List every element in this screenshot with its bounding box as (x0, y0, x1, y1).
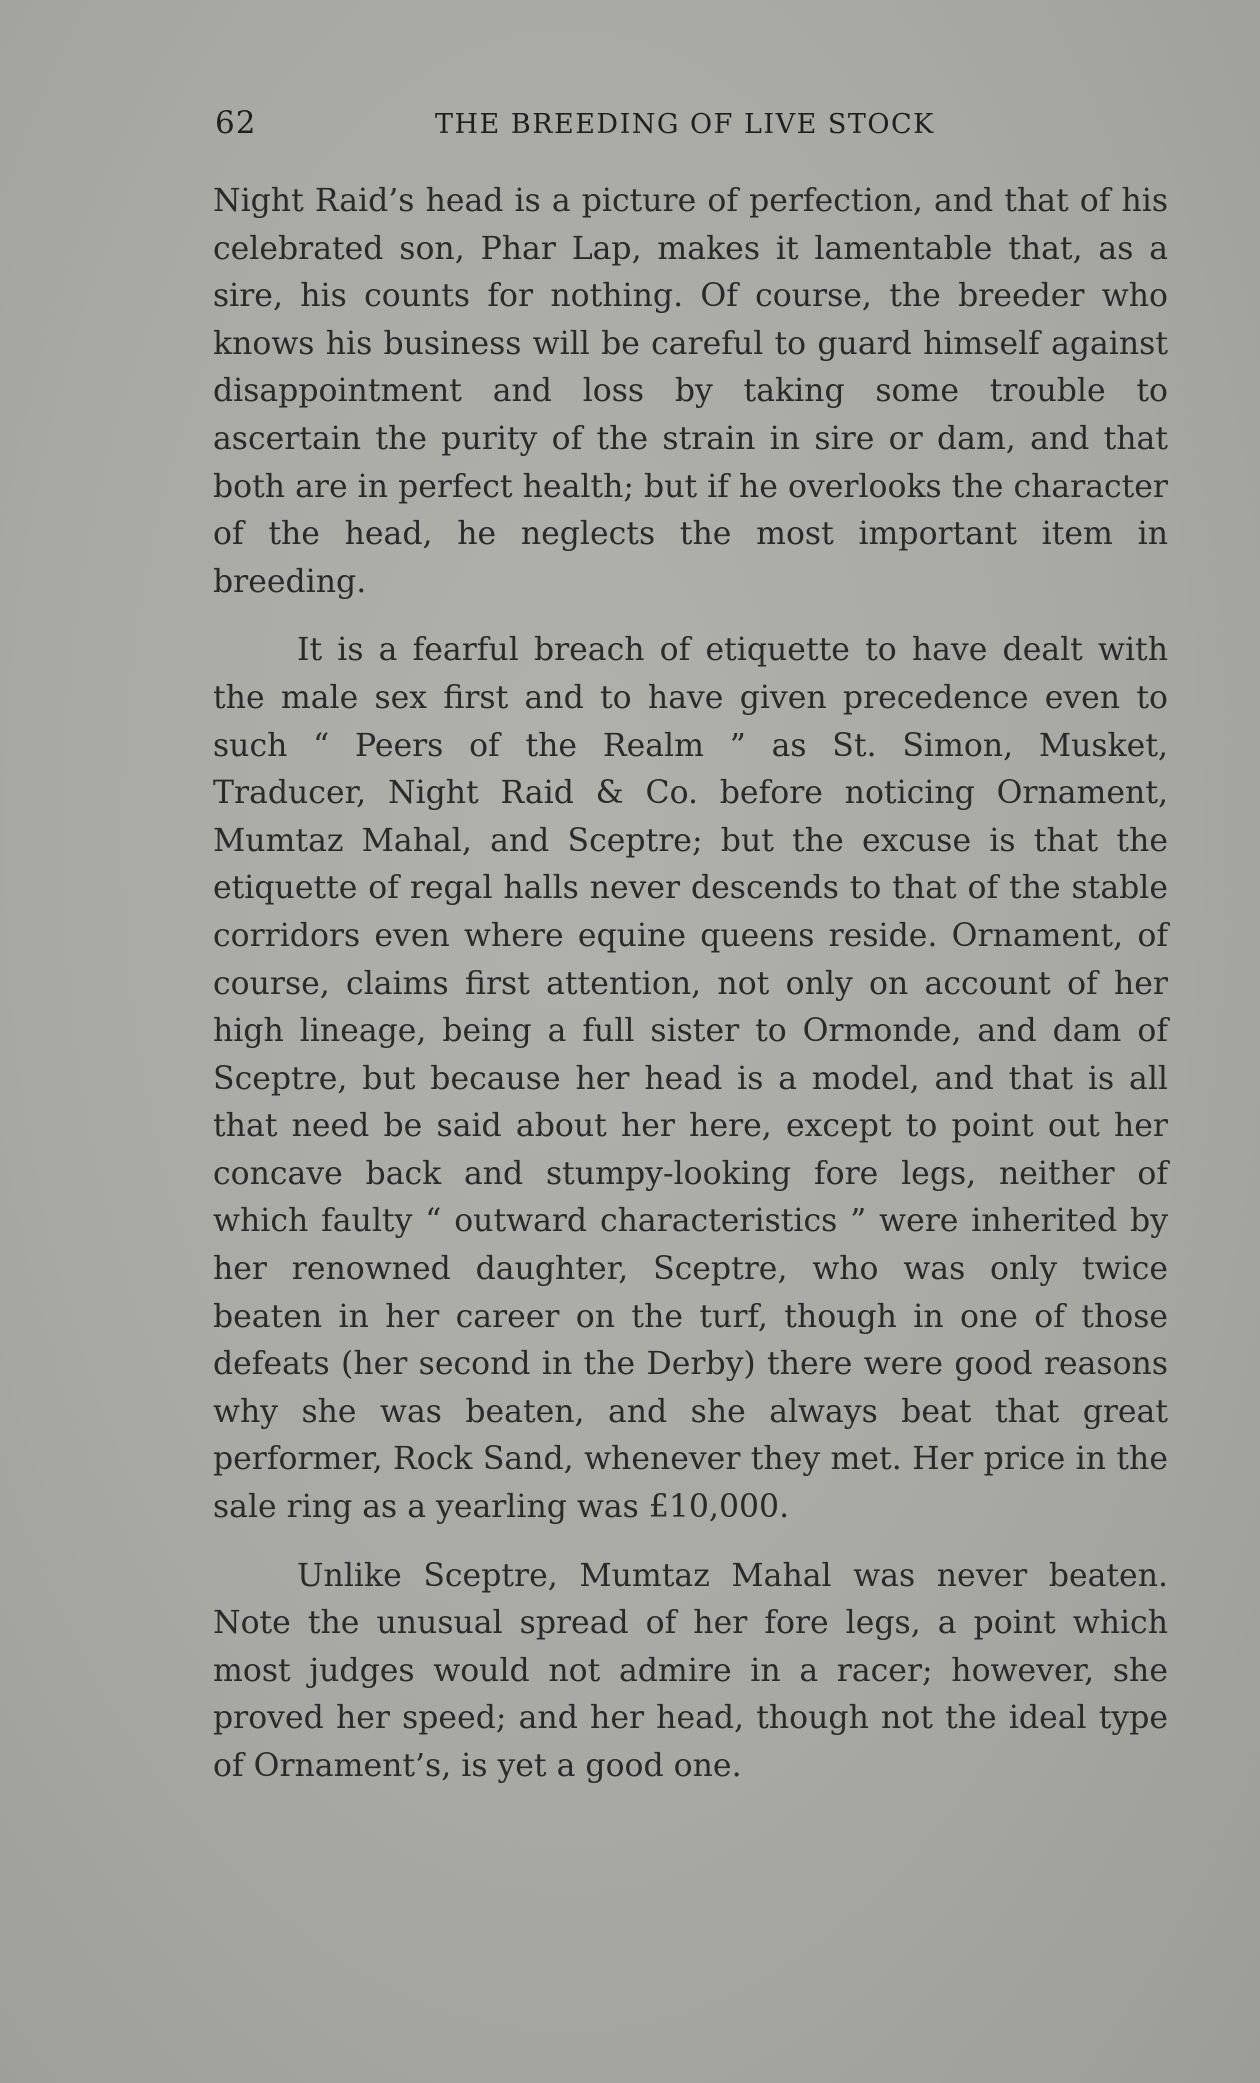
paragraph-1: Night Raid’s head is a picture of perfection, and that of his celebrated son, Phar Lap, makes it lamentable that, as a sire, his counts for nothing. Of course, the breeder who knows his business will be careful to guard himself against disappointment and loss by taking some trouble to ascertain the purity of the strain in sire or dam, and that both are in perfect health; but if he overlooks the character of the head, he neglects the most important item in breeding. (213, 183, 1168, 600)
running-head (215, 105, 1168, 149)
body-text (213, 178, 1168, 1812)
paragraph-2: It is a fearful breach of etiquette to have dealt with the male sex first and to have given precedence even to such “ Peers of the Realm ” as St. Simon, Musket, Traducer, Night Raid & Co. before noticing Ornament, Mumtaz Mahal, and Sceptre; but the excuse is that the etiquette of regal halls never descends to that of the stable corridors even where equine queens reside. Ornament, of course, claims first attention, not only on account of her high lineage, being a full sister to Ormonde, and dam of Sceptre, but because her head is a model, and that is all that need be said about her here, except to point out her concave back and stumpy-looking fore legs, neither of which faulty “ outward characteristics ” were inherited by her renowned daughter, Sceptre, who was only twice beaten in her career on the turf, though in one of those defeats (her second in the Derby) there were good reasons why she was beaten, and she always beat that great performer, Rock Sand, whenever they met. Her price in the sale ring as a yearling was £10,000. (213, 632, 1168, 1526)
page-number: 62 (215, 105, 257, 141)
running-title: THE BREEDING OF LIVE STOCK (435, 109, 935, 140)
paragraph-3: Unlike Sceptre, Mumtaz Mahal was never beaten. Note the unusual spread of her fore legs, a point which most judges would not admire in a racer; however, she proved her speed; and her head, though not the ideal type of Ornament’s, is yet a good one. (213, 1557, 1168, 1784)
